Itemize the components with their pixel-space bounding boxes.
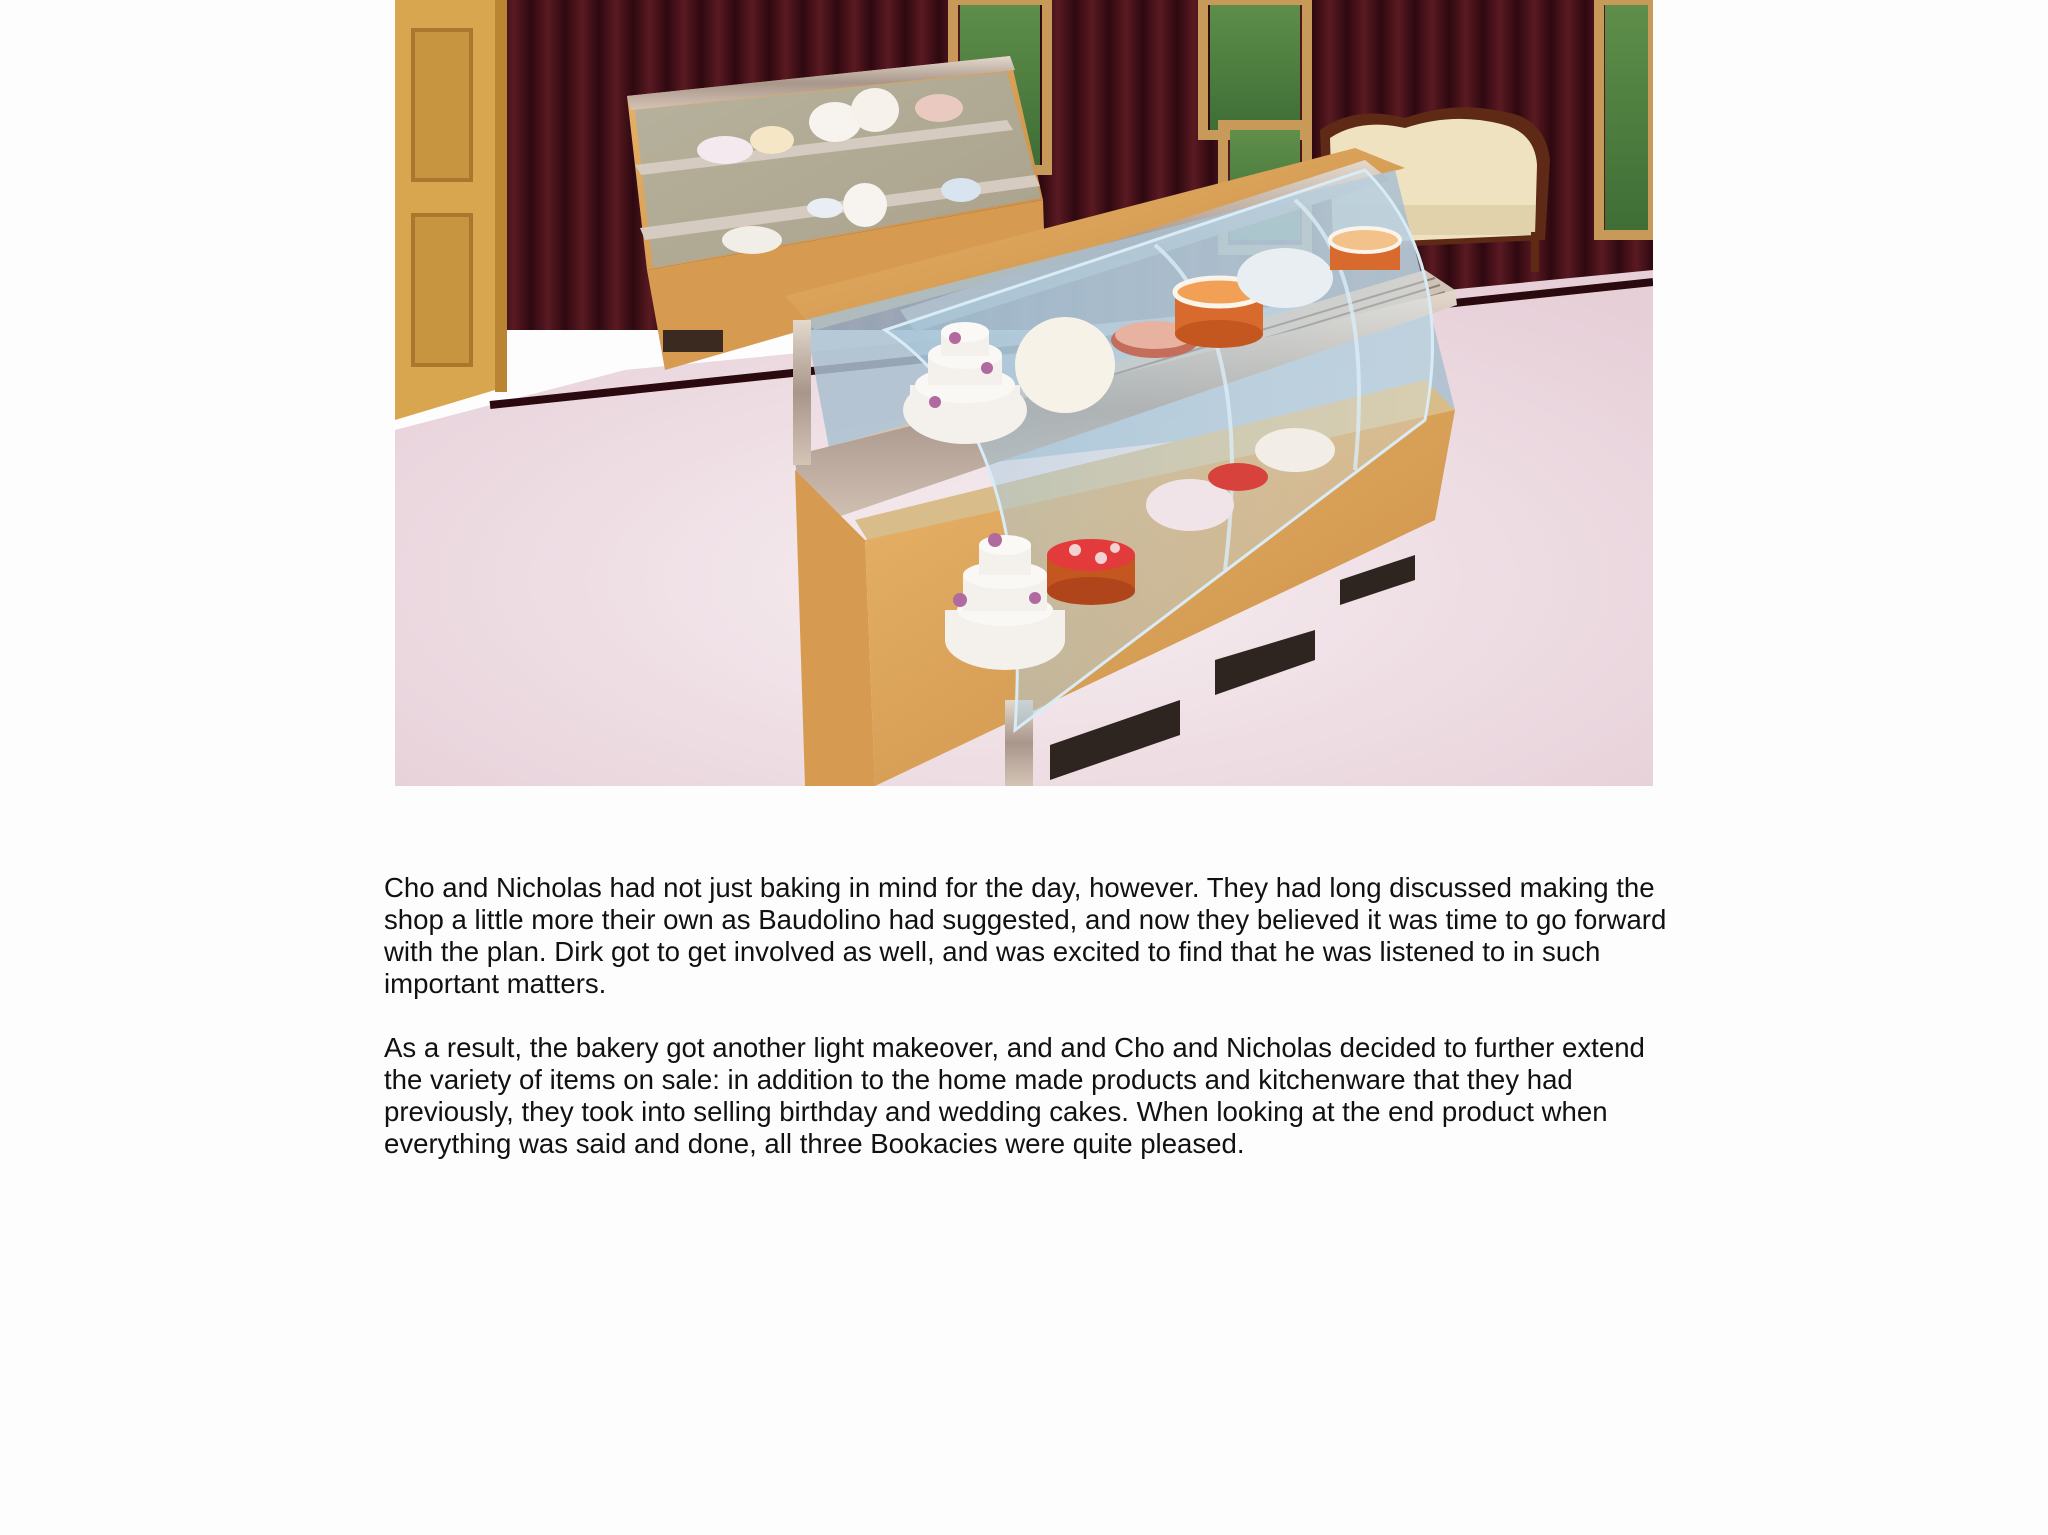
story-paragraph-2: As a result, the bakery got another light makeover, and and Cho and Nicholas decided to further extend the variety of items on sale: in addition to the home made products and kitchenware that they had previously, they took into selling birthday and wedding cakes. When looking at the end product when everything was said and done, all three Bookacies were quite pleased. [384, 1032, 1645, 1159]
bakery-scene-image [395, 0, 1653, 786]
story-text [384, 872, 1674, 1192]
door [395, 0, 507, 420]
story-paragraph-1: Cho and Nicholas had not just baking in mind for the day, however. They had long discussed making the shop a little more their own as Baudolino had suggested, and now they believed it was time to go forward with the plan. Dirk got to get involved as well, and was excited to find that he was listened to in such important matters. [384, 872, 1667, 999]
